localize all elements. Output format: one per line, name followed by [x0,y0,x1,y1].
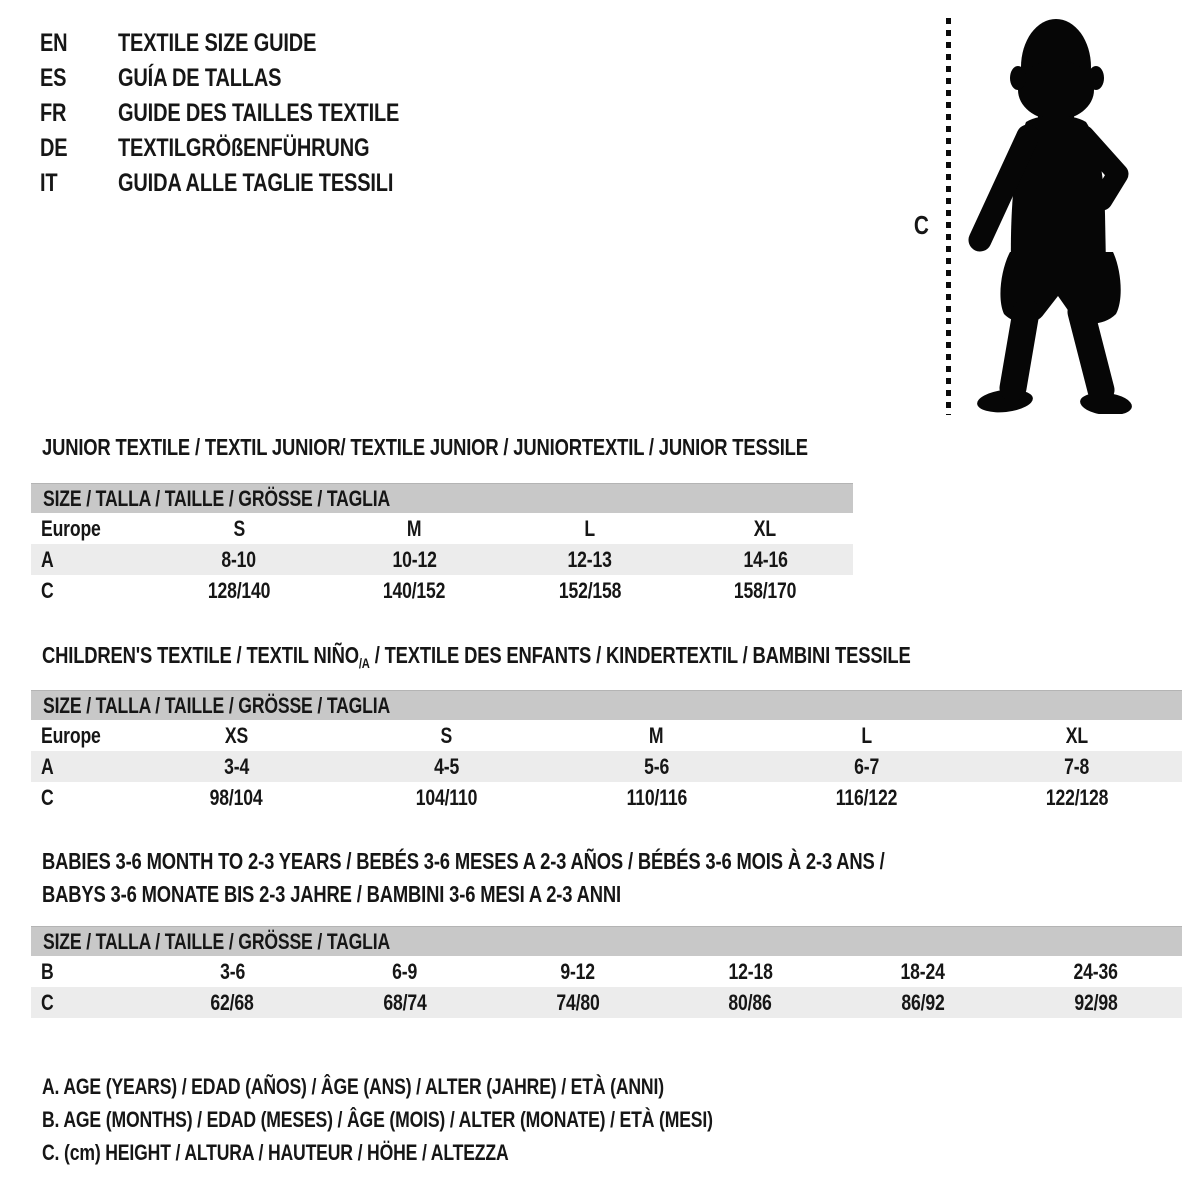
size-cell: M [649,722,664,748]
age-cell: 5-6 [644,753,669,779]
language-row [40,61,470,96]
height-cell: 80/86 [728,989,772,1015]
height-cell: 92/98 [1074,989,1118,1015]
age-cell: 3-6 [219,958,245,984]
age-cell: 10-12 [392,546,437,572]
row-label: A [41,753,54,779]
height-cell: 128/140 [207,577,270,603]
language-title: GUÍA DE TALLAS [118,64,282,92]
height-cell: 86/92 [901,989,945,1015]
row-label: Europe [41,515,101,541]
table-row-age [31,751,1182,782]
size-cell: M [406,515,422,541]
heading-subscript: /A [358,655,370,671]
height-measure-label: C [913,210,929,240]
language-row [40,96,470,131]
childrens-size-table [31,690,1182,813]
age-cell: 14-16 [743,546,788,572]
babies-section-heading-line2: BABYS 3-6 MONATE BIS 2-3 JAHRE / BAMBINI 3-6 MESI A 2-3 ANNI [42,881,621,907]
language-row [40,131,470,166]
size-cell: L [584,515,596,541]
junior-section-heading: JUNIOR TEXTILE / TEXTIL JUNIOR/ TEXTILE JUNIOR / JUNIORTEXTIL / JUNIOR TESSILE [42,434,808,460]
babies-size-table [31,926,1182,1018]
childrens-section-heading [42,642,1128,671]
table-row-age-months [31,956,1182,987]
age-cell: 18-24 [900,958,946,984]
language-title: GUIDA ALLE TAGLIE TESSILI [118,169,394,197]
row-label: C [41,784,54,810]
language-row [40,26,470,61]
table-row-age [31,544,853,575]
language-title: TEXTILE SIZE GUIDE [118,29,317,57]
height-cell: 122/128 [1045,784,1109,810]
language-title-list [40,26,470,201]
age-cell: 24-36 [1073,958,1118,984]
age-cell: 9-12 [560,958,595,984]
language-code: EN [40,29,68,57]
size-cell: XL [754,515,777,541]
size-cell: S [232,515,245,541]
language-code: IT [40,169,58,197]
legend-line-age-months: B. AGE (MONTHS) / EDAD (MESES) / ÂGE (MOIS) / ALTER (MONATE) / ETÀ (MESI) [42,1106,713,1132]
language-row [40,166,470,201]
age-cell: 3-4 [223,753,249,779]
height-cell: 62/68 [210,989,254,1015]
height-cell: 158/170 [734,577,797,603]
language-title: TEXTILGRÖßENFÜHRUNG [118,134,370,162]
height-cell: 116/122 [835,784,898,810]
size-cell: S [440,722,453,748]
heading-text: CHILDREN'S TEXTILE / TEXTIL NIÑO [42,642,359,668]
row-label: Europe [41,722,101,748]
height-cell: 140/152 [383,577,446,603]
row-label: A [41,546,54,572]
measurement-legend [42,1070,880,1169]
legend-line-age-years: A. AGE (YEARS) / EDAD (AÑOS) / ÂGE (ANS) / ALTER (JAHRE) / ETÀ (ANNI) [42,1073,664,1099]
size-cell: L [861,722,873,748]
size-header-bar: SIZE / TALLA / TAILLE / GRÖSSE / TAGLIA [31,926,1182,956]
row-label: B [41,958,54,984]
height-cell: 104/110 [415,784,478,810]
age-cell: 8-10 [221,546,257,572]
table-row-height [31,575,853,606]
height-dashed-line-icon [946,18,951,415]
row-label: C [41,577,54,603]
age-cell: 12-18 [728,958,773,984]
language-title: GUIDE DES TAILLES TEXTILE [118,99,400,127]
height-cell: 68/74 [383,989,427,1015]
junior-size-table [31,483,853,606]
legend-line-height-cm: C. (cm) HEIGHT / ALTURA / HAUTEUR / HÖHE / ALTEZZA [42,1139,509,1165]
height-cell: 152/158 [558,577,621,603]
language-code: ES [40,64,67,92]
size-header-bar: SIZE / TALLA / TAILLE / GRÖSSE / TAGLIA [31,690,1182,720]
table-row-height [31,987,1182,1018]
age-cell: 7-8 [1064,753,1090,779]
heading-text: / TEXTILE DES ENFANTS / KINDERTEXTIL / BAMBINI TESSILE [369,642,911,668]
age-cell: 12-13 [567,546,612,572]
height-cell: 110/116 [626,784,687,810]
babies-section-heading-line1: BABIES 3-6 MONTH TO 2-3 YEARS / BEBÉS 3-6 MESES A 2-3 AÑOS / BÉBÉS 3-6 MOIS À 2-3 ANS / [42,848,885,874]
language-code: DE [40,134,68,162]
table-row-height [31,782,1182,813]
baby-silhouette-icon [966,14,1141,414]
age-cell: 4-5 [433,753,459,779]
age-cell: 6-7 [854,753,880,779]
height-cell: 98/104 [209,784,263,810]
language-code: FR [40,99,67,127]
height-cell: 74/80 [556,989,600,1015]
size-cell: XL [1065,722,1088,748]
row-label: C [41,989,54,1015]
age-cell: 6-9 [392,958,418,984]
table-row-europe [31,513,853,544]
size-header-bar: SIZE / TALLA / TAILLE / GRÖSSE / TAGLIA [31,483,853,513]
table-row-europe [31,720,1182,751]
size-cell: XS [224,722,248,748]
